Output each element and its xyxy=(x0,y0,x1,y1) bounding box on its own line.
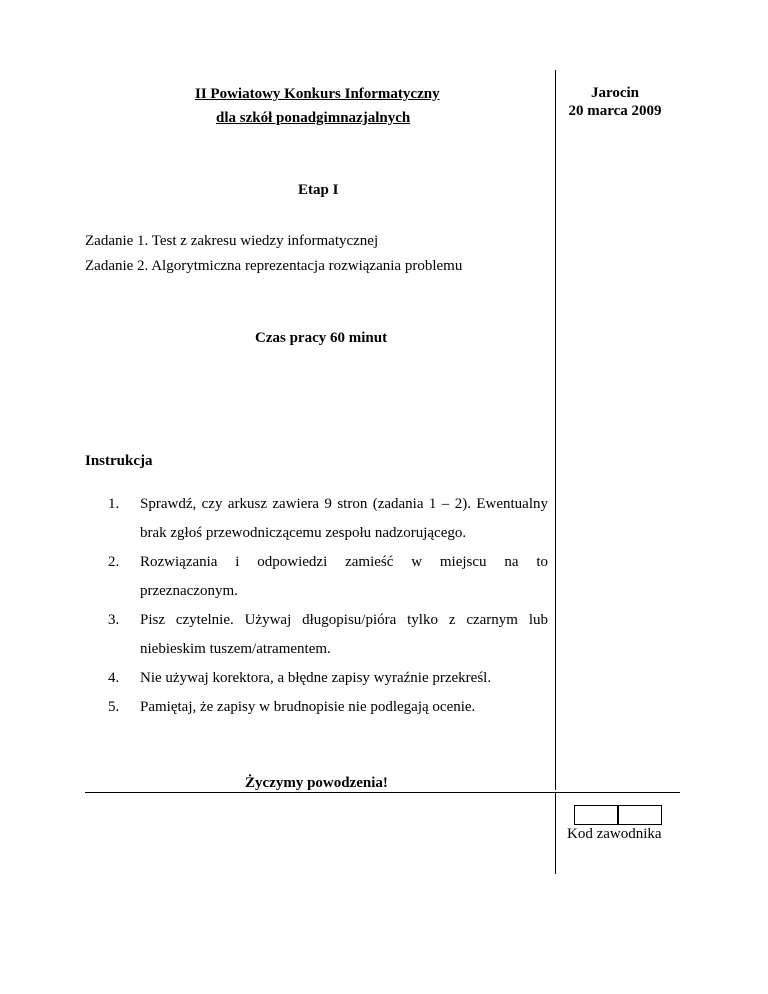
task-2: Zadanie 2. Algorytmiczna reprezentacja rozwiązania problemu xyxy=(85,258,463,274)
instruction-text: Pamiętaj, że zapisy w brudnopisie nie podlegają ocenie. xyxy=(140,699,476,715)
instruction-number: 5. xyxy=(108,699,120,715)
instruction-text: Rozwiązania i odpowiedzi zamieść w miejscu na to przeznaczonym. xyxy=(140,554,548,599)
instruction-number: 1. xyxy=(108,496,120,512)
time-limit: Czas pracy 60 minut xyxy=(255,330,388,346)
instruction-item xyxy=(108,664,548,693)
instruction-item xyxy=(108,490,548,548)
instruction-number: 2. xyxy=(108,554,120,570)
instructions-list xyxy=(108,490,548,722)
horizontal-divider xyxy=(85,792,680,793)
code-box-left[interactable] xyxy=(574,805,619,825)
instruction-number: 4. xyxy=(108,670,120,686)
instruction-text: Sprawdź, czy arkusz zawiera 9 stron (zadania 1 – 2). Ewentualny brak zgłoś przewodniczącemu zespołu nadzorującego. xyxy=(140,496,548,541)
location: Jarocin xyxy=(590,85,640,101)
vertical-divider-bottom xyxy=(555,792,556,874)
closing-wish: Życzymy powodzenia! xyxy=(245,775,388,791)
exam-date: 20 marca 2009 xyxy=(568,103,662,119)
instruction-item xyxy=(108,606,548,664)
instruction-item xyxy=(108,693,548,722)
instructions-heading: Instrukcja xyxy=(85,453,153,469)
code-box-right[interactable] xyxy=(617,805,662,825)
code-label: Kod zawodnika xyxy=(567,826,662,842)
instruction-text: Pisz czytelnie. Używaj długopisu/pióra tylko z czarnym lub niebieskim tuszem/atramentem. xyxy=(140,612,548,657)
vertical-divider-top xyxy=(555,70,556,790)
instruction-text: Nie używaj korektora, a błędne zapisy wyraźnie przekreśl. xyxy=(140,670,492,686)
stage-label: Etap I xyxy=(298,182,339,198)
audience-line: dla szkół ponadgimnazjalnych xyxy=(216,110,411,126)
instruction-item xyxy=(108,548,548,606)
contest-title: II Powiatowy Konkurs Informatyczny xyxy=(195,86,440,102)
task-1: Zadanie 1. Test z zakresu wiedzy informatycznej xyxy=(85,233,379,249)
instruction-number: 3. xyxy=(108,612,120,628)
